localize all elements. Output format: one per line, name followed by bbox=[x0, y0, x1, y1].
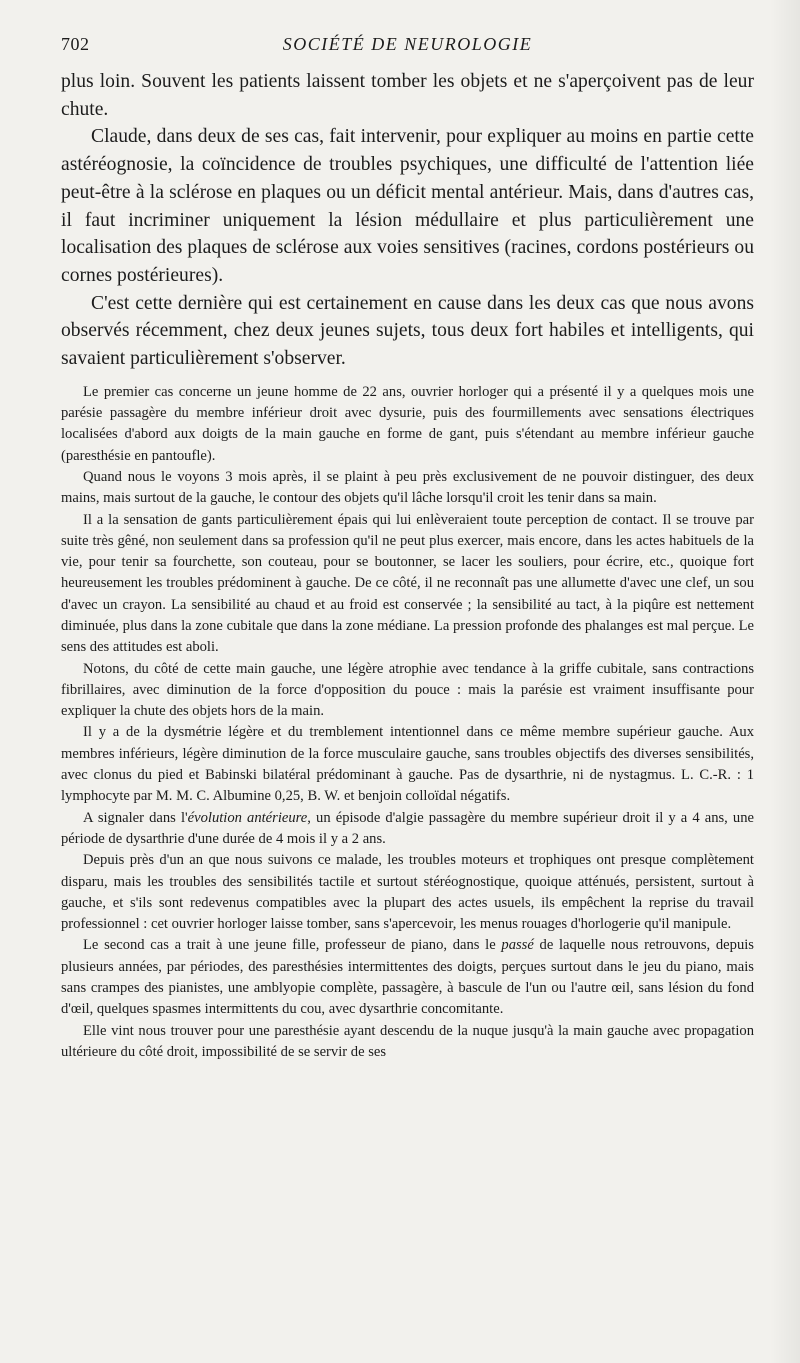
running-title: SOCIÉTÉ DE NEUROLOGIE bbox=[282, 34, 533, 54]
paragraph-claude: Claude, dans deux de ses cas, fait intervenir, pour expliquer au moins en partie cette astéréognosie, la coïncidence de troubles psychiques, une difficulté de l'attention liée peut-être à la sclérose en plaques ou un déficit mental antérieur. Mais, dans d'autres cas, il faut incriminer uniquement la lésion médullaire et plus particulièrement une localisation des plaques de sclérose aux voies sensitives (racines, cordons postérieurs ou cornes postérieures). bbox=[61, 126, 754, 286]
case2-intro bbox=[61, 935, 754, 1020]
case1-history bbox=[61, 808, 754, 851]
case1-complaint: Quand nous le voyons 3 mois après, il se plaint à peu près exclusivement de ne pouvoir distinguer, des deux mains, mais surtout de la gauche, le contour des objets qu'il lâche lorsqu'il croit les tenir dans sa main. bbox=[61, 468, 754, 507]
paragraph-continuation: plus loin. Souvent les patients laissent tomber les objets et ne s'aperçoivent pas de leur chute. bbox=[61, 71, 754, 120]
case-reports bbox=[61, 382, 754, 1064]
paragraph-observed-cases: C'est cette dernière qui est certainement en cause dans les deux cas que nous avons observés récemment, chez deux jeunes sujets, tous deux fort habiles et intelligents, qui savaient particulièrement s'observer. bbox=[61, 292, 754, 370]
running-header bbox=[61, 34, 754, 60]
page-edge-shadow bbox=[770, 0, 800, 1363]
page-number: 702 bbox=[61, 34, 90, 54]
case2-intro-italic: passé bbox=[501, 937, 534, 954]
case1-history-italic: évolution antérieure bbox=[187, 809, 308, 826]
case2-paresthesia: Elle vint nous trouver pour une paresthésie ayant descendu de la nuque jusqu'à la main gauche avec propagation ultérieure du côté droit, impossibilité de se servir de ses bbox=[61, 1022, 754, 1060]
case2-intro-text-a: Le second cas a trait à une jeune fille, professeur de piano, dans le bbox=[83, 937, 502, 954]
main-text bbox=[61, 68, 754, 373]
case1-intro: Le premier cas concerne un jeune homme de 22 ans, ouvrier horloger qui a présenté il y a quelques mois une parésie passagère du membre inférieur droit avec dysurie, puis des fourmillements avec sensations électriques localisées d'abord aux doigts de la main gauche en forme de gant, puis s'étendant au membre inférieur gauche (paresthésie en pantoufle). bbox=[61, 383, 754, 464]
case2-intro-text-b: de laquelle nous retrouvons, depuis plusieurs années, par périodes, des paresthésies intermittentes des doigts, perçues surtout dans le jeu du piano, mais sans crampes des pianistes, une amblyopie complète, passagère, à bascule de l'un ou l'autre œil, sans lésion du fond d'œil, quelques spasmes intermittents du cou, avec dysarthrie concomitante. bbox=[61, 937, 754, 1018]
case1-sensation: Il a la sensation de gants particulièrement épais qui lui enlèveraient toute perception de contact. Il se trouve par suite très gêné, non seulement dans sa profession qu'il ne peut plus exercer, mais encore, dans les actes habituels de la vie, pour tenir sa fourchette, son couteau, pour se boutonner, se lacer les souliers, pour écrire, etc., quoique fort heureusement les troubles prédominent à gauche. De ce côté, il ne reconnaît pas une allumette d'avec une clef, un sou d'avec un crayon. La sensibilité au chaud et au froid est conservée ; la sensibilité au tact, à la piqûre est nettement diminuée, plus dans la zone cubitale que dans la zone médiane. La pression profonde des phalanges est mal perçue. Le sens des attitudes est aboli. bbox=[61, 511, 754, 656]
case1-atrophy: Notons, du côté de cette main gauche, une légère atrophie avec tendance à la griffe cubitale, sans contractions fibrillaires, avec diminution de la force d'opposition du pouce : mais la parésie est vraiment insuffisante pour expliquer la chute des objets hors de la main. bbox=[61, 660, 754, 720]
case1-dysmetria: Il y a de la dysmétrie légère et du tremblement intentionnel dans ce même membre supérieur gauche. Aux membres inférieurs, légère diminution de la force musculaire gauche, sans troubles objectifs des diverses sensibilités, avec clonus du pied et Babinski bilatéral prédominant à gauche. Pas de dysarthrie, ni de nystagmus. L. C.-R. : 1 lymphocyte par M. M. C. Albumine 0,25, B. W. et benjoin colloïdal négatifs. bbox=[61, 724, 754, 805]
case1-history-text-b: , un épisode d'algie passagère du membre supérieur droit il y a 4 ans, une période de dysarthrie d'une durée de 4 mois il y a 2 ans. bbox=[61, 809, 754, 847]
document-page bbox=[61, 34, 754, 1063]
case1-history-text-a: A signaler dans l' bbox=[83, 809, 188, 826]
case1-followup: Depuis près d'un an que nous suivons ce malade, les troubles moteurs et trophiques ont presque complètement disparu, mais les troubles des sensibilités tactile et surtout stéréognostique, quoique atténués, persistent, surtout à gauche, et s'ils sont redevenus compatibles avec la plupart des actes usuels, ils empêchent la reprise du travail professionnel : cet ouvrier horloger laisse tomber, sans s'apercevoir, les menus rouages d'horlogerie qu'il manipule. bbox=[61, 852, 754, 933]
